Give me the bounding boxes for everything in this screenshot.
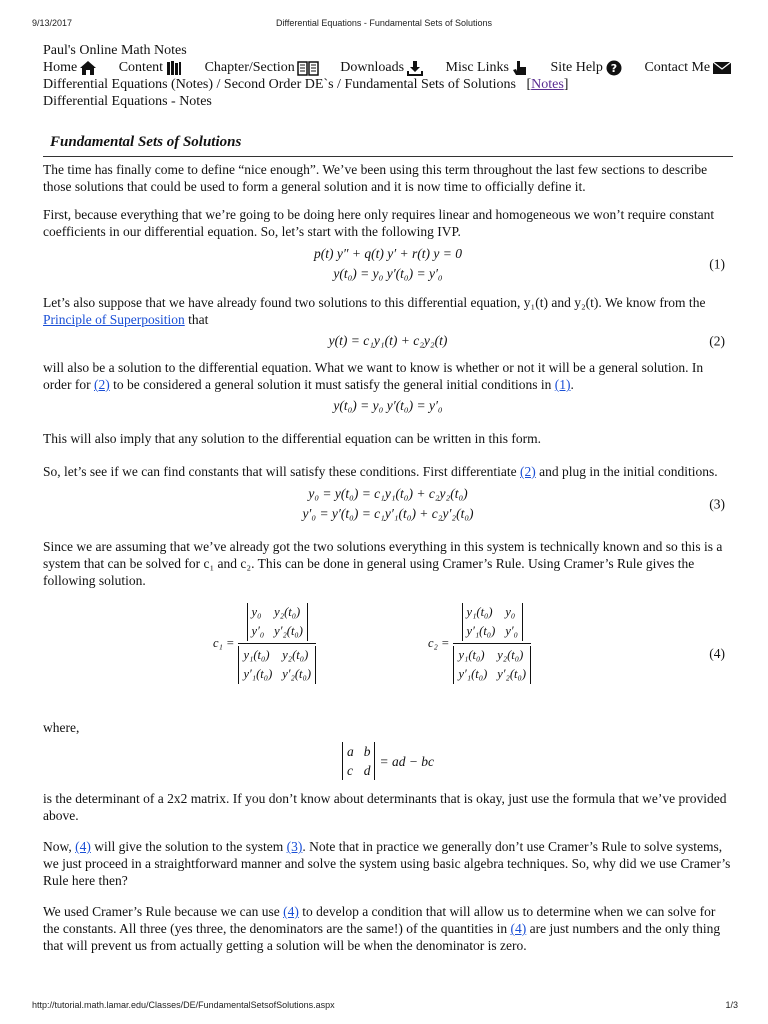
c1-numerator: y₀ y₂(t₀) y′₀ y′₂(t₀) (247, 603, 308, 641)
equation-number: (1) (709, 256, 725, 272)
nav-home[interactable]: Home (43, 59, 97, 76)
paragraph: So, let’s see if we can find constants that will satisfy these conditions. First differentiate (2) and plug in the initial conditions. (43, 464, 718, 479)
paragraph: will also be a solution to the differential equation. What we want to know is whether or not it will be a general solution. In order for (2) to be considered a general solution it must satisfy the general initial conditions in (1). (43, 360, 704, 392)
paragraph: Now, (4) will give the solution to the system (3). Note that in practice we generally don’t use Cramer’s Rule to solve systems, we just proceed in a straightforward manner and solve the system using basic algebra techniques. So, why did we use Cramer’s Rule here then? (43, 839, 731, 888)
download-icon (406, 60, 424, 76)
equation-link[interactable]: (4) (510, 921, 527, 936)
equation-number: (2) (709, 333, 725, 348)
paragraph: First, because everything that we’re going to be doing here only requires linear and homogeneous we won’t require constant coefficients in our differential equation. So, let’s start with the following IVP. (43, 207, 715, 239)
equation-link[interactable]: (1) (554, 377, 571, 392)
svg-text:?: ? (610, 61, 618, 75)
home-icon (79, 60, 97, 76)
determinant-formula: a b c d = ad − bc (43, 742, 733, 780)
c1-fraction (238, 603, 316, 684)
envelope-icon (712, 60, 732, 76)
paragraph: We used Cramer’s Rule because we can use (4) to develop a condition that will allow us to determine when we can solve for the constants. All three (yes three, the denominators are the same!) of the quantities in (4) are just numbers and the only thing that will prevent us from actually getting a solution will be when the denominator is zero. (43, 904, 721, 953)
page-number: 1/3 (725, 1000, 738, 1010)
paragraph: The time has finally come to define “nice enough”. We’ve been using this term throughout the last few sections to describe those solutions that could be used to form a general solution and it is now time to officially define it. (43, 162, 708, 194)
paragraph: where, (43, 720, 80, 735)
superposition-link[interactable]: Principle of Superposition (43, 312, 185, 327)
notes-link[interactable]: Notes (531, 77, 564, 92)
paragraph: Since we are assuming that we’ve already got the two solutions everything in this system is technically known and so this is a system that can be solved for c₁ and c₂. This can be done in general using Cramer’s Rule. Using Cramer’s Rule gives the following solution. (43, 539, 723, 588)
help-icon (605, 60, 623, 76)
equation-link[interactable]: (4) (283, 904, 299, 919)
print-title: Differential Equations - Fundamental Sets of Solutions (276, 18, 492, 28)
equation-link[interactable]: (4) (75, 839, 91, 854)
equation-1: p(t) y″ + q(t) y′ + r(t) y = 0 y(t₀) = y₀ y′(t₀) = y′₀ (1) (314, 246, 725, 281)
site-nav (43, 42, 732, 110)
nav-bar (43, 59, 732, 76)
equation-number: (3) (709, 496, 725, 512)
nav-misc-links[interactable]: Misc Links (446, 59, 529, 76)
c1-formula: c₁ = y₀ y₂(t₀) y′₀ y′₂(t₀) y₁(t₀) y₂(t₀) y′₁(t₀) y′₂(t₀) (213, 603, 316, 684)
hand-pointer-icon (511, 60, 529, 76)
paragraph: Let’s also suppose that we have already found two solutions to this differential equation, y₁(t) and y₂(t). We know from the Principle of Superposition that (43, 295, 706, 327)
paragraph: is the determinant of a 2x2 matrix. If you don’t know about determinants that is okay, just use the formula that we’ve provided above. (43, 791, 727, 823)
nav-contact-me[interactable]: Contact Me (644, 59, 732, 76)
breadcrumb-path[interactable]: Differential Equations (Notes) / Second Order DE`s / Fundamental Sets of Solutions (43, 77, 516, 92)
nav-content[interactable]: Content (119, 59, 183, 76)
equation-4 (43, 599, 733, 709)
open-book-icon (297, 60, 319, 76)
initial-conditions: y(t₀) = y₀ y′(t₀) = y′₀ (333, 398, 443, 413)
page-title: Fundamental Sets of Solutions (50, 134, 242, 150)
article-body (43, 156, 733, 965)
equation-link[interactable]: (2) (520, 464, 536, 479)
nav-site-help[interactable]: Site Help ? (550, 59, 623, 76)
sub-title: Differential Equations - Notes (43, 94, 212, 109)
equation-link[interactable]: (3) (286, 839, 303, 854)
equation-2: y(t) = c₁y₁(t) + c₂y₂(t) (2) (328, 333, 725, 348)
breadcrumb: Differential Equations (Notes) / Second Order DE`s / Fundamental Sets of Solutions [Notes] (43, 77, 569, 92)
equation-link[interactable]: (2) (93, 377, 110, 392)
print-date: 9/13/2017 (32, 18, 73, 28)
c2-numerator: y₁(t₀) y₀ y′₁(t₀) y′₀ (462, 603, 523, 641)
c2-fraction (453, 603, 531, 684)
print-url: http://tutorial.math.lamar.edu/Classes/DE/FundamentalSetsofSolutions.aspx (32, 1000, 335, 1010)
c1-denominator: y₁(t₀) y₂(t₀) y′₁(t₀) y′₂(t₀) (238, 646, 316, 684)
equation-number: (4) (709, 646, 725, 661)
nav-downloads[interactable]: Downloads (340, 59, 424, 76)
books-icon (165, 60, 183, 76)
site-name: Paul's Online Math Notes (43, 43, 187, 58)
nav-chapter-section[interactable]: Chapter/Section (205, 59, 319, 76)
paragraph: This will also imply that any solution to the differential equation can be written in this form. (43, 431, 542, 446)
c2-formula: c₂ = y₁(t₀) y₀ y′₁(t₀) y′₀ y₁(t₀) y₂(t₀) y′₁(t₀) y′₂(t₀) (428, 603, 531, 684)
c2-denominator: y₁(t₀) y₂(t₀) y′₁(t₀) y′₂(t₀) (453, 646, 531, 684)
matrix-2x2: a b c d (342, 742, 376, 780)
equation-3: y₀ = y(t₀) = c₁y₁(t₀) + c₂y₂(t₀) y′₀ = y′(t₀) = c₁y′₁(t₀) + c₂y′₂(t₀) (3) (302, 486, 725, 521)
